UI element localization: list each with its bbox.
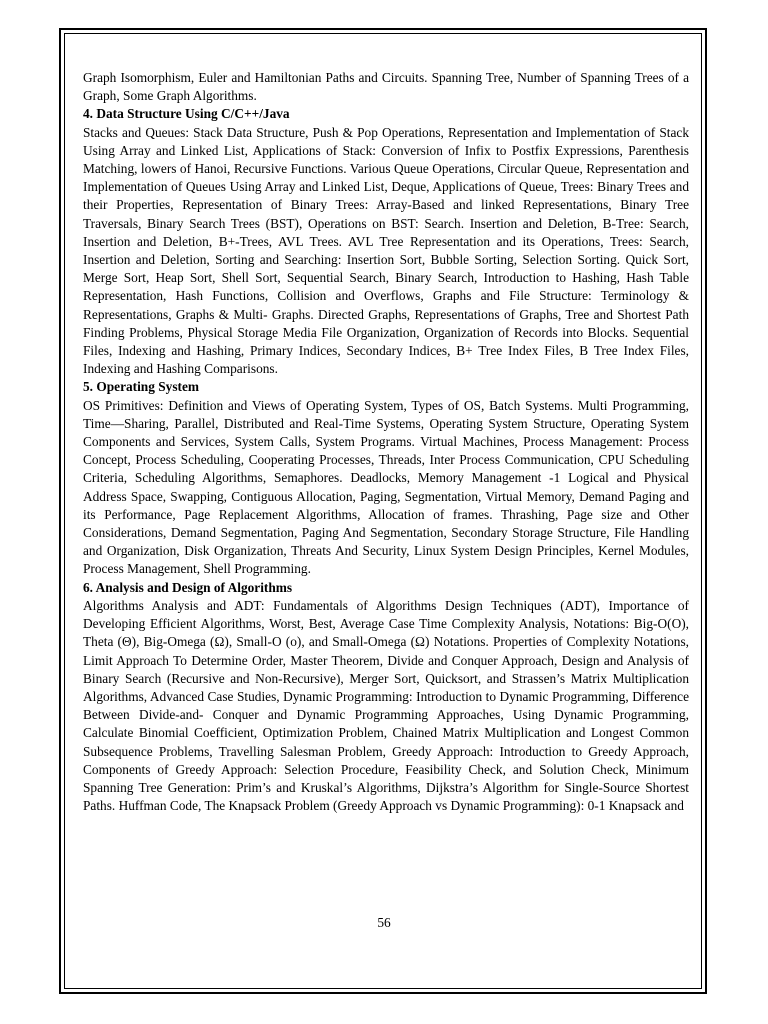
section-heading-algorithms: 6. Analysis and Design of Algorithms: [83, 579, 293, 595]
section-heading-data-structure: 4. Data Structure Using C/C++/Java: [83, 106, 290, 122]
section-heading-operating-system: 5. Operating System: [83, 379, 200, 395]
section-body-operating-system: OS Primitives: Definition and Views of Operating System, Types of OS, Batch Systems. Multi Programming, Time—Sharing, Parallel, Distributed and Real-Time Systems, Operating System Structure, Operating System Components and Services, System Calls, System Programs. Virtual Machines, Process Management: Process Concept, Process Scheduling, Cooperating Processes, Threads, Inter Process Communication, CPU Scheduling Criteria, Scheduling Algorithms, Semaphores. Deadlocks, Memory Management -1 Logical and Physical Address Space, Swapping, Contiguous Allocation, Paging, Segmentation, Virtual Memory, Demand Paging and its Performance, Page Replacement Algorithms, Allocation of frames. Thrashing, Page size and Other Considerations, Demand Segmentation, Paging And Segmentation, Secondary Storage Structure, File Handling and Organization, Disk Organization, Threats And Security, Linux System Design Principles, Kernel Modules, Process Management, Shell Programming.: [83, 397, 689, 577]
page-content: [83, 69, 689, 815]
intro-paragraph: Graph Isomorphism, Euler and Hamiltonian Paths and Circuits. Spanning Tree, Number of Spanning Trees of a Graph, Some Graph Algorithms.: [83, 70, 689, 104]
section-body-data-structure: Stacks and Queues: Stack Data Structure, Push & Pop Operations, Representation and Implementation of Stack Using Array and Linked List, Applications of Stack: Conversion of Infix to Postfix Expressions, Parenthesis Matching, lowers of Hanoi, Recursive Functions. Various Queue Operations, Circular Queue, Representation and Implementation of Queues Using Array and Linked List, Deque, Applications of Queue, Trees: Binary Trees and their Properties, Representation of Binary Trees: Array-Based and linked Representations, Binary Tree Traversals, Binary Search Trees (BST), Operations on BST: Search. Insertion and Deletion, B-Tree: Search, Insertion and Deletion, B+-Trees, AVL Trees. AVL Tree Representation and its Operations, Trees: Search, Insertion and Deletion, Sorting and Searching: Insertion Sort, Bubble Sorting, Selection Sorting. Quick Sort, Merge Sort, Heap Sort, Shell Sort, Sequential Search, Binary Search, Introduction to Hashing, Hash Table Representation, Hash Functions, Collision and Overflows, Graphs and File Structure: Terminology & Representations, Graphs & Multi- Graphs. Directed Graphs, Representations of Graphs, Tree and Shortest Path Finding Problems, Physical Storage Media File Organization, Organization of Records into Blocks. Sequential Files, Indexing and Hashing, Primary Indices, Secondary Indices, B+ Tree Index Files, B Tree Index Files, Indexing and Hashing Comparisons.: [83, 124, 689, 377]
page-number: 56: [377, 915, 391, 930]
section-body-algorithms: Algorithms Analysis and ADT: Fundamentals of Algorithms Design Techniques (ADT), Importance of Developing Efficient Algorithms, Worst, Best, Average Case Time Complexity Analysis, Notations: Big-O(O), Theta (Θ), Big-Omega (Ω), Small-O (o), and Small-Omega (Ω) Notations. Properties of Complexity Notations, Limit Approach To Determine Order, Master Theorem, Divide and Conquer Approach, Design and Analysis of Binary Search (Recursive and Non-Recursive), Merger Sort, Quicksort, and Strassen’s Matrix Multiplication Algorithms, Advanced Case Studies, Dynamic Programming: Introduction to Dynamic Programming, Difference Between Divide-and- Conquer and Dynamic Programming Approaches, Using Dynamic Programming, Calculate Binomial Coefficient, Optimization Problem, Chained Matrix Multiplication and Longest Common Subsequence Problems, Travelling Salesman Problem, Greedy Approach: Introduction to Greedy Approach, Components of Greedy Approach: Selection Procedure, Feasibility Check, and Solution Check, Minimum Spanning Tree Generation: Prim’s and Kruskal’s Algorithms, Dijkstra’s Algorithm for Single-Source Shortest Paths. Huffman Code, The Knapsack Problem (Greedy Approach vs Dynamic Programming): 0-1 Knapsack and: [83, 597, 689, 814]
